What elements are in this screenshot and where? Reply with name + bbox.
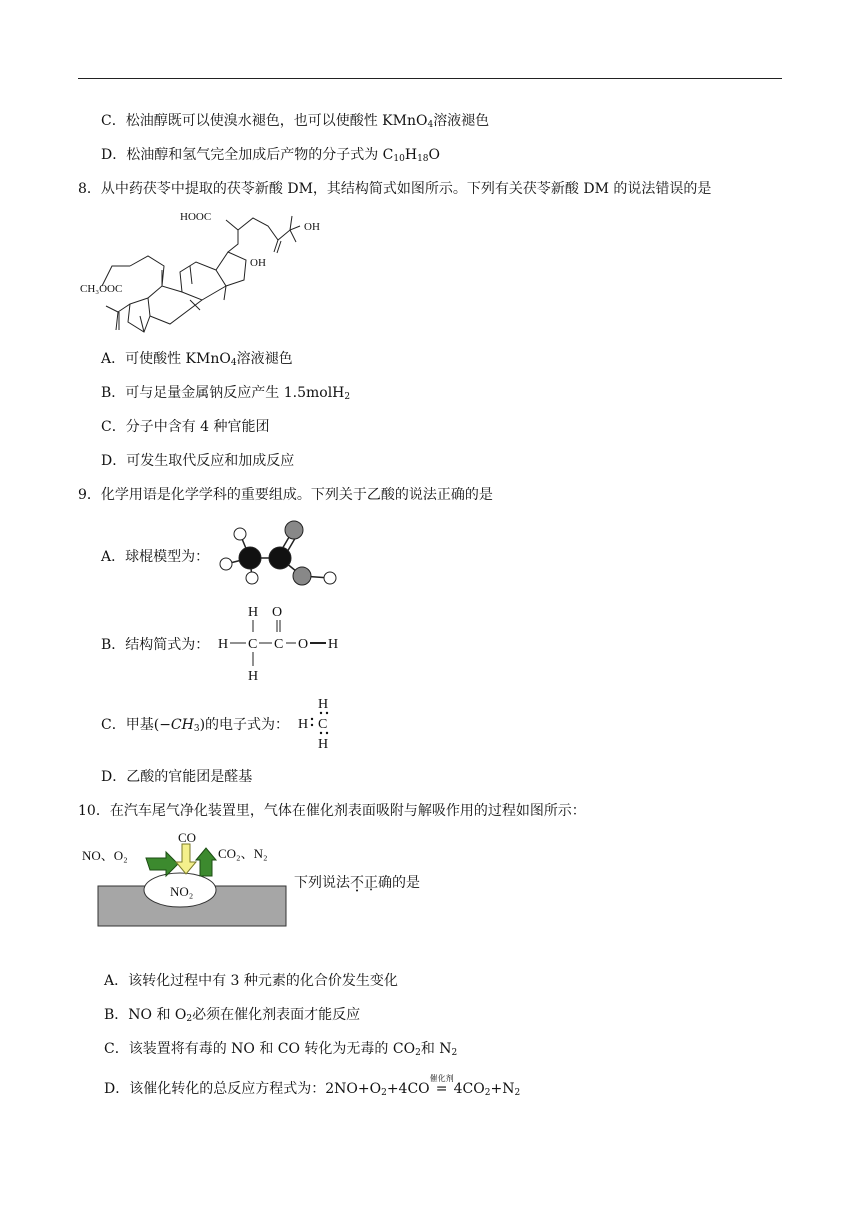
- q10-stem: 10．在汽车尾气净化装置里，气体在催化剂表面吸附与解吸作用的过程如图所示：: [78, 803, 586, 819]
- co-label: CO: [178, 830, 197, 845]
- q8-option-d: D．可发生取代反应和加成反应: [101, 453, 295, 469]
- ball-stick-model: [212, 516, 342, 590]
- q8-option-a: A．可使酸性 KMnO$_4$溶液褪色: [101, 351, 293, 368]
- svg-text:O: O: [298, 637, 309, 652]
- q10-option-b: B．NO 和 $O_2$必须在催化剂表面才能反应: [104, 1007, 361, 1024]
- q10-option-d: D．该催化转化的总反应方程式为：$2NO+O_2+4CO$ 催化剂 = $4CO_2+N_2$: [104, 1080, 520, 1098]
- q9-stem: 9．化学用语是化学学科的重要组成。下列关于乙酸的说法正确的是: [78, 487, 493, 503]
- svg-text:H: H: [328, 637, 339, 652]
- svg-text:H: H: [248, 669, 259, 684]
- electron-formula: [296, 694, 336, 752]
- svg-text:C: C: [274, 637, 284, 652]
- q8-stem: 8．从中药茯苓中提取的茯苓新酸 DM，其结构简式如图所示。下列有关茯苓新酸 DM 的说法错误的是: [78, 181, 712, 197]
- q9-option-a: A．球棍模型为：: [101, 549, 210, 565]
- svg-text:O: O: [272, 605, 283, 620]
- q8-option-c: C．分子中含有 4 种官能团: [101, 419, 270, 435]
- svg-text:H: H: [218, 637, 229, 652]
- q9-option-c: C．甲基$(-CH_3)$的电子式为：: [101, 717, 290, 734]
- ester-label: CH₃OOC: [80, 283, 123, 295]
- q10-option-c: C．该装置将有毒的 NO 和 CO 转化为无毒的 $CO_2$和 $N_2$: [104, 1041, 458, 1058]
- svg-text:C: C: [318, 717, 328, 732]
- reactants-label: NO、O₂: [82, 848, 128, 863]
- q9-option-b: B．结构简式为：: [101, 637, 210, 653]
- catalyst-diagram: [78, 826, 290, 930]
- q10-prompt: 下列说法 •不正确的是 •: [294, 874, 420, 892]
- svg-text:H: H: [318, 697, 329, 712]
- q8-structure-figure: [78, 204, 348, 340]
- svg-text:H: H: [248, 605, 259, 620]
- hooc-label: HOOC: [180, 211, 212, 223]
- header-rule: [78, 78, 782, 79]
- oh-label-2: OH: [250, 257, 266, 269]
- svg-text:H: H: [298, 717, 309, 732]
- q10-option-a: A．该转化过程中有 3 种元素的化合价发生变化: [104, 973, 398, 989]
- q7-option-d: D．松油醇和氢气完全加成后产物的分子式为 $C_{10}H_{18}O$: [101, 147, 440, 164]
- q9-option-d: D．乙酸的官能团是醛基: [101, 769, 253, 785]
- products-label: CO₂、N₂: [218, 846, 268, 861]
- oh-label-1: OH: [304, 221, 320, 233]
- q7-option-c: C．松油醇既可以使溴水褪色，也可以使酸性 KMnO$_4$溶液褪色: [101, 113, 490, 130]
- structural-formula: [214, 602, 344, 684]
- svg-text:H: H: [318, 737, 329, 752]
- catalyst-label: 催化剂: [429, 1074, 454, 1083]
- no2-label: NO₂: [170, 884, 194, 899]
- svg-text:C: C: [248, 637, 258, 652]
- q8-option-b: B．可与足量金属钠反应产生 1.5molH$_2$: [101, 385, 351, 402]
